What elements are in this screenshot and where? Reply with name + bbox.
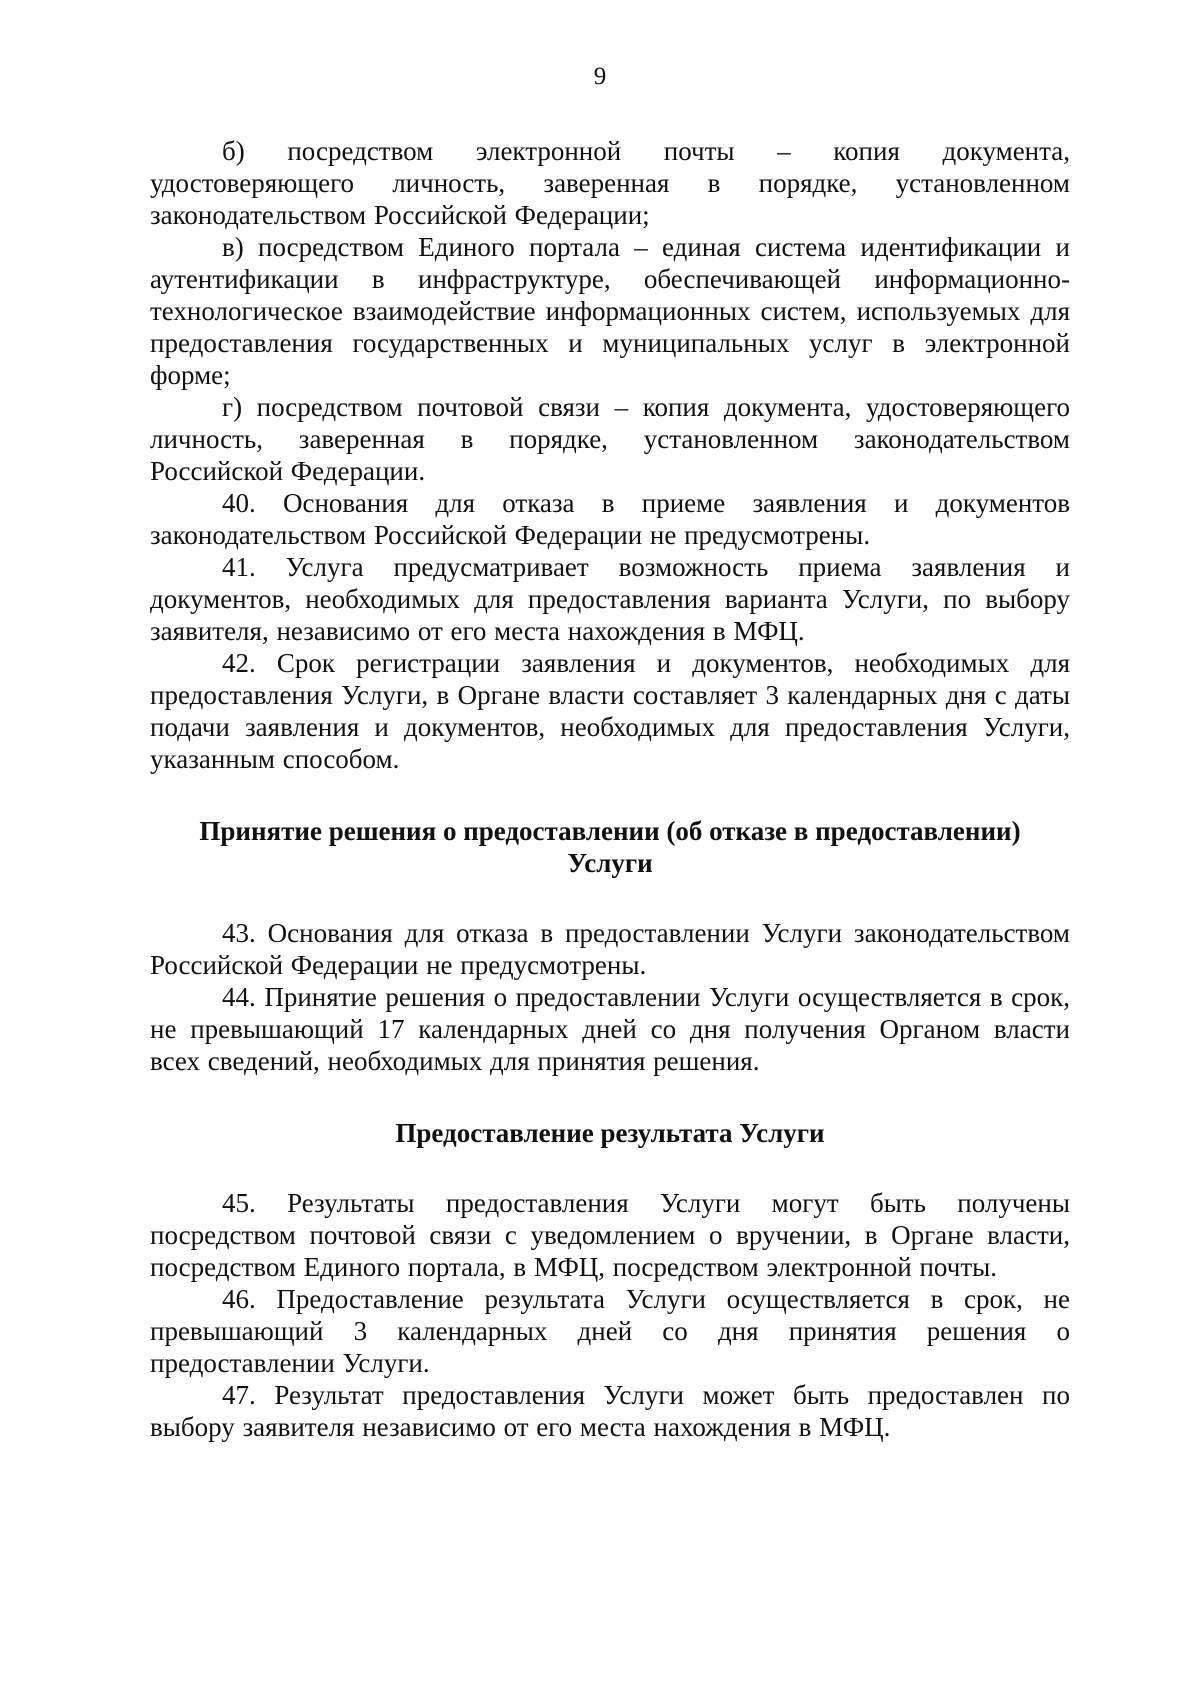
paragraph-41: 41. Услуга предусматривает возможность приема заявления и документов, необходимых для предоставления варианта Услуги, по выбору заявителя, независимо от его места нахождения в МФЦ.: [150, 552, 1070, 646]
section-heading-decision-line1: Принятие решения о предоставлении (об отказе в предоставлении): [199, 816, 1021, 846]
paragraph-47: 47. Результат предоставления Услуги может быть предоставлен по выбору заявителя независимо от его места нахождения в МФЦ.: [150, 1380, 1070, 1442]
paragraph-43: 43. Основания для отказа в предоставлении Услуги законодательством Российской Федерации не предусмотрены.: [150, 918, 1070, 980]
paragraph-46: 46. Предоставление результата Услуги осуществляется в срок, не превышающий 3 календарных дней со дня принятия решения о предоставлении Услуги.: [150, 1284, 1070, 1378]
paragraph-v-portal: в) посредством Единого портала – единая система идентификации и аутентификации в инфраструктуре, обеспечивающей информационно-технологическое взаимодействие информационных систем, используемых для предоставления государственных и муниципальных услуг в электронной форме;: [150, 232, 1070, 390]
section-heading-decision-line2: Услуги: [567, 848, 653, 878]
paragraph-45: 45. Результаты предоставления Услуги могут быть получены посредством почтовой связи с уведомлением о вручении, в Органе власти, посредством Единого портала, в МФЦ, посредством электронной почты.: [150, 1188, 1070, 1282]
page-number: 9: [593, 63, 607, 90]
paragraph-40: 40. Основания для отказа в приеме заявления и документов законодательством Российской Федерации не предусмотрены.: [150, 488, 1070, 550]
paragraph-b-email: б) посредством электронной почты – копия документа, удостоверяющего личность, заверенная в порядке, установленном законодательством Российской Федерации;: [150, 136, 1070, 230]
section-heading-result: Предоставление результата Услуги: [395, 1118, 825, 1148]
paragraph-44: 44. Принятие решения о предоставлении Услуги осуществляется в срок, не превышающий 17 календарных дней со дня получения Органом власти всех сведений, необходимых для принятия решения.: [150, 982, 1070, 1076]
section-heading-decision: [150, 815, 1070, 879]
document-body: [150, 135, 1070, 1443]
paragraph-g-post: г) посредством почтовой связи – копия документа, удостоверяющего личность, заверенная в порядке, установленном законодательством Российской Федерации.: [150, 392, 1070, 486]
paragraph-42: 42. Срок регистрации заявления и документов, необходимых для предоставления Услуги, в Органе власти составляет 3 календарных дня с даты подачи заявления и документов, необходимых для предоставления Услуги, указанным способом.: [150, 648, 1070, 774]
